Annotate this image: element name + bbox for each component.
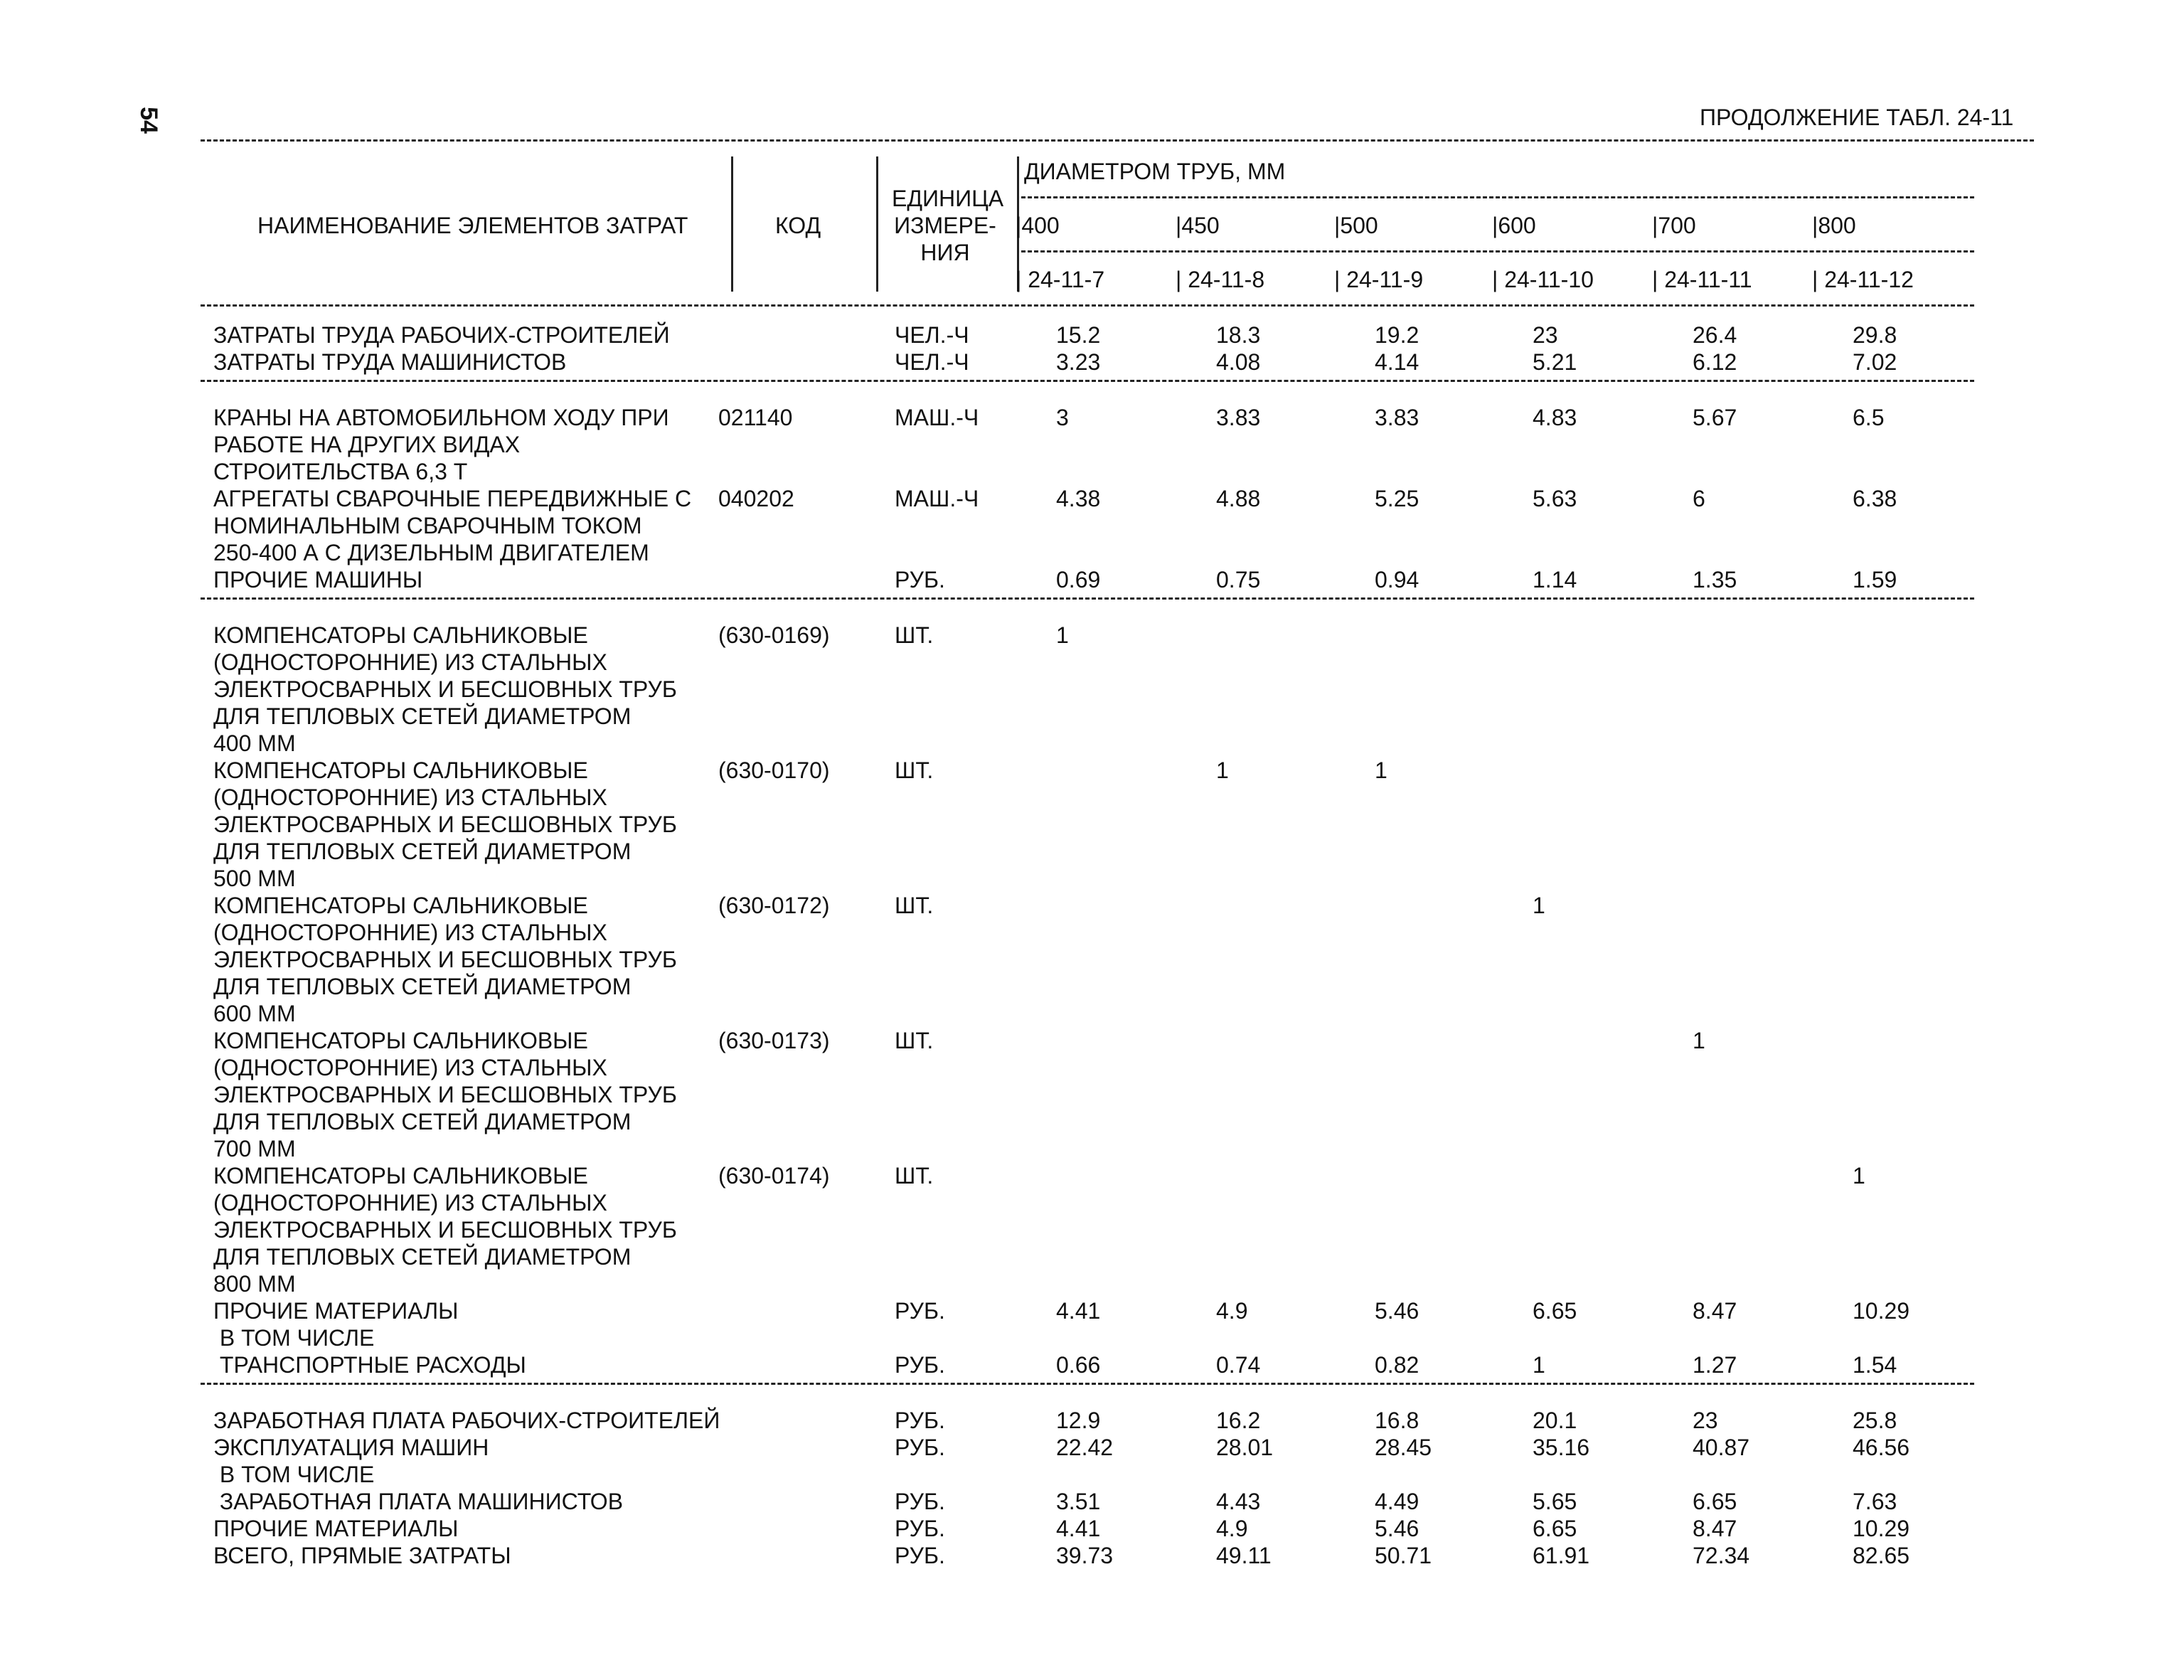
cost-item-name: (ОДНОСТОРОННИЕ) ИЗ СТАЛЬНЫХ <box>213 785 607 810</box>
header-diameter-600: |600 <box>1492 213 1536 238</box>
cost-value-24-11-9: 50.71 <box>1375 1543 1432 1568</box>
cost-value-24-11-10: 61.91 <box>1533 1543 1590 1568</box>
cost-item-name: (ОДНОСТОРОННИЕ) ИЗ СТАЛЬНЫХ <box>213 649 607 675</box>
header-unit-line-3: НИЯ <box>920 240 970 265</box>
cost-value-24-11-11: 8.47 <box>1693 1298 1737 1324</box>
cost-item-unit: РУБ. <box>895 1543 945 1568</box>
page-number: 54 <box>134 107 162 134</box>
cost-value-24-11-7: 0.69 <box>1056 567 1101 592</box>
cost-value-24-11-12: 7.02 <box>1853 349 1897 375</box>
cost-value-24-11-7: 4.41 <box>1056 1516 1101 1541</box>
cost-value-24-11-10: 1 <box>1533 893 1545 918</box>
cost-value-24-11-9: 5.46 <box>1375 1516 1419 1541</box>
cost-value-24-11-8: 4.9 <box>1216 1298 1248 1324</box>
cost-item-name: РАБОТЕ НА ДРУГИХ ВИДАХ <box>213 432 521 457</box>
cost-value-24-11-10: 4.83 <box>1533 405 1577 430</box>
cost-value-24-11-9: 3.83 <box>1375 405 1419 430</box>
cost-value-24-11-10: 23 <box>1533 322 1558 348</box>
cost-item-name: ЗАТРАТЫ ТРУДА МАШИНИСТОВ <box>213 349 567 375</box>
cost-value-24-11-12: 82.65 <box>1853 1543 1910 1568</box>
cost-item-name: (ОДНОСТОРОННИЕ) ИЗ СТАЛЬНЫХ <box>213 920 607 945</box>
cost-item-name: КОМПЕНСАТОРЫ САЛЬНИКОВЫЕ <box>213 893 588 918</box>
cost-value-24-11-11: 8.47 <box>1693 1516 1737 1541</box>
cost-item-name: ЗАТРАТЫ ТРУДА РАБОЧИХ-СТРОИТЕЛЕЙ <box>213 322 670 348</box>
cost-item-name: ДЛЯ ТЕПЛОВЫХ СЕТЕЙ ДИАМЕТРОМ <box>213 839 632 864</box>
header-diameter-800: |800 <box>1812 213 1856 238</box>
cost-value-24-11-12: 7.63 <box>1853 1489 1897 1514</box>
cost-value-24-11-8: 1 <box>1216 757 1229 783</box>
cost-value-24-11-8: 0.74 <box>1216 1352 1261 1378</box>
cost-item-name: ДЛЯ ТЕПЛОВЫХ СЕТЕЙ ДИАМЕТРОМ <box>213 974 632 999</box>
cost-item-unit: ШТ. <box>895 893 934 918</box>
cost-item-unit: ШТ. <box>895 622 934 648</box>
cost-item-unit: ЧЕЛ.-Ч <box>895 349 969 375</box>
cost-item-name: 400 ММ <box>213 730 296 756</box>
cost-item-code: (630-0174) <box>718 1163 830 1189</box>
cost-value-24-11-10: 35.16 <box>1533 1435 1590 1460</box>
cost-value-24-11-9: 5.25 <box>1375 486 1419 511</box>
cost-value-24-11-12: 1.54 <box>1853 1352 1897 1378</box>
cost-value-24-11-7: 4.38 <box>1056 486 1101 511</box>
cost-value-24-11-12: 10.29 <box>1853 1298 1910 1324</box>
cost-item-name: КОМПЕНСАТОРЫ САЛЬНИКОВЫЕ <box>213 1028 588 1053</box>
cost-item-unit: РУБ. <box>895 1352 945 1378</box>
cost-value-24-11-7: 3.51 <box>1056 1489 1101 1514</box>
cost-item-name: ЭЛЕКТРОСВАРНЫХ И БЕСШОВНЫХ ТРУБ <box>213 812 677 837</box>
cost-value-24-11-7: 3 <box>1056 405 1069 430</box>
cost-item-name: 600 ММ <box>213 1001 296 1026</box>
cost-value-24-11-11: 6 <box>1693 486 1705 511</box>
cost-item-name: ЗАРАБОТНАЯ ПЛАТА МАШИНИСТОВ <box>213 1489 624 1514</box>
cost-value-24-11-11: 40.87 <box>1693 1435 1750 1460</box>
cost-value-24-11-11: 1.27 <box>1693 1352 1737 1378</box>
cost-item-name: ДЛЯ ТЕПЛОВЫХ СЕТЕЙ ДИАМЕТРОМ <box>213 1109 632 1134</box>
cost-item-code: (630-0173) <box>718 1028 830 1053</box>
header-unit-line-1: ЕДИНИЦА <box>892 186 1004 211</box>
cost-value-24-11-8: 18.3 <box>1216 322 1261 348</box>
header-norm-code-24-11-11: | 24-11-11 <box>1652 267 1752 292</box>
cost-item-name: В ТОМ ЧИСЛЕ <box>213 1462 375 1487</box>
section-rule <box>201 380 1974 382</box>
header-name: НАИМЕНОВАНИЕ ЭЛЕМЕНТОВ ЗАТРАТ <box>257 213 688 238</box>
cost-value-24-11-8: 49.11 <box>1216 1543 1272 1568</box>
header-unit-line-2: ИЗМЕРЕ- <box>894 213 996 238</box>
cost-item-unit: РУБ. <box>895 1516 945 1541</box>
section-rule <box>201 1383 1974 1385</box>
cost-value-24-11-8: 4.88 <box>1216 486 1261 511</box>
header-norm-code-24-11-9: | 24-11-9 <box>1334 267 1424 292</box>
cost-value-24-11-12: 1.59 <box>1853 567 1897 592</box>
header-norm-code-24-11-12: | 24-11-12 <box>1812 267 1914 292</box>
cost-item-name: ЭЛЕКТРОСВАРНЫХ И БЕСШОВНЫХ ТРУБ <box>213 1217 677 1243</box>
header-diameter-700: |700 <box>1652 213 1696 238</box>
cost-value-24-11-8: 3.83 <box>1216 405 1261 430</box>
cost-value-24-11-12: 6.5 <box>1853 405 1885 430</box>
cost-value-24-11-8: 4.08 <box>1216 349 1261 375</box>
cost-item-name: (ОДНОСТОРОННИЕ) ИЗ СТАЛЬНЫХ <box>213 1055 607 1080</box>
cost-item-name: ДЛЯ ТЕПЛОВЫХ СЕТЕЙ ДИАМЕТРОМ <box>213 1244 632 1270</box>
cost-value-24-11-9: 16.8 <box>1375 1408 1419 1433</box>
cost-item-name: ЭЛЕКТРОСВАРНЫХ И БЕСШОВНЫХ ТРУБ <box>213 1082 677 1107</box>
cost-value-24-11-11: 6.65 <box>1693 1489 1737 1514</box>
cost-value-24-11-11: 26.4 <box>1693 322 1737 348</box>
cost-value-24-11-8: 28.01 <box>1216 1435 1274 1460</box>
cost-item-name: ЗАРАБОТНАЯ ПЛАТА РАБОЧИХ-СТРОИТЕЛЕЙ <box>213 1408 720 1433</box>
header-norm-code-24-11-10: | 24-11-10 <box>1492 267 1594 292</box>
cost-value-24-11-8: 4.43 <box>1216 1489 1261 1514</box>
cost-item-name: СТРОИТЕЛЬСТВА 6,3 Т <box>213 459 468 484</box>
header-diameter-400: |400 <box>1016 213 1060 238</box>
cost-item-unit: МАШ.-Ч <box>895 405 979 430</box>
cost-value-24-11-12: 10.29 <box>1853 1516 1910 1541</box>
cost-value-24-11-12: 29.8 <box>1853 322 1897 348</box>
cost-value-24-11-9: 1 <box>1375 757 1387 783</box>
cost-value-24-11-12: 1 <box>1853 1163 1865 1189</box>
cost-value-24-11-7: 12.9 <box>1056 1408 1101 1433</box>
cost-value-24-11-11: 1 <box>1693 1028 1705 1053</box>
cost-item-name: (ОДНОСТОРОННИЕ) ИЗ СТАЛЬНЫХ <box>213 1190 607 1216</box>
header-norm-code-24-11-7: | 24-11-7 <box>1016 267 1105 292</box>
cost-value-24-11-10: 5.63 <box>1533 486 1577 511</box>
cost-item-unit: ШТ. <box>895 1163 934 1189</box>
cost-item-name: ПРОЧИЕ МАТЕРИАЛЫ <box>213 1298 459 1324</box>
cost-value-24-11-12: 6.38 <box>1853 486 1897 511</box>
cost-value-24-11-9: 4.14 <box>1375 349 1419 375</box>
top-rule <box>201 139 2034 142</box>
cost-value-24-11-9: 4.49 <box>1375 1489 1419 1514</box>
header-diameter-450: |450 <box>1176 213 1220 238</box>
cost-item-name: КОМПЕНСАТОРЫ САЛЬНИКОВЫЕ <box>213 622 588 648</box>
cost-value-24-11-7: 3.23 <box>1056 349 1101 375</box>
cost-item-name: ЭЛЕКТРОСВАРНЫХ И БЕСШОВНЫХ ТРУБ <box>213 947 677 972</box>
header-code: КОД <box>775 213 821 238</box>
cost-item-unit: РУБ. <box>895 1435 945 1460</box>
cost-value-24-11-12: 25.8 <box>1853 1408 1897 1433</box>
cost-value-24-11-8: 16.2 <box>1216 1408 1261 1433</box>
cost-item-name: ДЛЯ ТЕПЛОВЫХ СЕТЕЙ ДИАМЕТРОМ <box>213 703 632 729</box>
cost-value-24-11-10: 6.65 <box>1533 1516 1577 1541</box>
cost-value-24-11-9: 0.82 <box>1375 1352 1419 1378</box>
cost-value-24-11-7: 0.66 <box>1056 1352 1101 1378</box>
cost-item-name: ПРОЧИЕ МАТЕРИАЛЫ <box>213 1516 459 1541</box>
cost-item-unit: РУБ. <box>895 1489 945 1514</box>
cost-value-24-11-11: 6.12 <box>1693 349 1737 375</box>
cost-value-24-11-8: 4.9 <box>1216 1516 1248 1541</box>
cost-item-name: ВСЕГО, ПРЯМЫЕ ЗАТРАТЫ <box>213 1543 511 1568</box>
cost-value-24-11-7: 4.41 <box>1056 1298 1101 1324</box>
cost-value-24-11-11: 23 <box>1693 1408 1718 1433</box>
cost-item-name: 700 ММ <box>213 1136 296 1161</box>
header-diameter-500: |500 <box>1334 213 1378 238</box>
cost-item-code: (630-0172) <box>718 893 830 918</box>
cost-item-name: 800 ММ <box>213 1271 296 1297</box>
cost-item-name: 250-400 А С ДИЗЕЛЬНЫМ ДВИГАТЕЛЕМ <box>213 540 649 565</box>
cost-item-name: КОМПЕНСАТОРЫ САЛЬНИКОВЫЕ <box>213 757 588 783</box>
cost-value-24-11-11: 72.34 <box>1693 1543 1750 1568</box>
header-norm-code-24-11-8: | 24-11-8 <box>1176 267 1265 292</box>
cost-item-name: ЭЛЕКТРОСВАРНЫХ И БЕСШОВНЫХ ТРУБ <box>213 676 677 702</box>
cost-item-name: В ТОМ ЧИСЛЕ <box>213 1325 375 1351</box>
header-bottom-rule <box>201 304 1974 307</box>
cost-value-24-11-9: 28.45 <box>1375 1435 1432 1460</box>
cost-item-name: ПРОЧИЕ МАШИНЫ <box>213 567 423 592</box>
cost-item-name: НОМИНАЛЬНЫМ СВАРОЧНЫМ ТОКОМ <box>213 513 642 538</box>
table-caption: ПРОДОЛЖЕНИЕ ТАБЛ. 24-11 <box>1700 105 2014 130</box>
cost-value-24-11-10: 1 <box>1533 1352 1545 1378</box>
cost-item-name: ТРАНСПОРТНЫЕ РАСХОДЫ <box>213 1352 526 1378</box>
cost-item-name: АГРЕГАТЫ СВАРОЧНЫЕ ПЕРЕДВИЖНЫЕ С <box>213 486 692 511</box>
cost-value-24-11-9: 5.46 <box>1375 1298 1419 1324</box>
cost-item-code: 040202 <box>718 486 794 511</box>
cost-value-24-11-11: 5.67 <box>1693 405 1737 430</box>
cost-item-name: ЭКСПЛУАТАЦИЯ МАШИН <box>213 1435 489 1460</box>
cost-value-24-11-12: 46.56 <box>1853 1435 1910 1460</box>
cost-item-unit: РУБ. <box>895 567 945 592</box>
cost-item-code: (630-0170) <box>718 757 830 783</box>
cost-item-unit: РУБ. <box>895 1408 945 1433</box>
cost-value-24-11-9: 0.94 <box>1375 567 1419 592</box>
cost-value-24-11-10: 5.21 <box>1533 349 1577 375</box>
cost-item-unit: МАШ.-Ч <box>895 486 979 511</box>
cost-value-24-11-10: 20.1 <box>1533 1408 1577 1433</box>
cost-item-unit: ШТ. <box>895 757 934 783</box>
header-diameter-title: ДИАМЕТРОМ ТРУБ, ММ <box>1024 159 1286 184</box>
cost-item-code: 021140 <box>718 405 793 430</box>
cost-item-unit: ЧЕЛ.-Ч <box>895 322 969 348</box>
cost-value-24-11-7: 22.42 <box>1056 1435 1114 1460</box>
cost-value-24-11-10: 5.65 <box>1533 1489 1577 1514</box>
cost-value-24-11-7: 15.2 <box>1056 322 1101 348</box>
cost-item-unit: РУБ. <box>895 1298 945 1324</box>
cost-item-name: 500 ММ <box>213 866 296 891</box>
cost-value-24-11-10: 6.65 <box>1533 1298 1577 1324</box>
cost-value-24-11-8: 0.75 <box>1216 567 1261 592</box>
cost-item-name: КРАНЫ НА АВТОМОБИЛЬНОМ ХОДУ ПРИ <box>213 405 669 430</box>
cost-item-code: (630-0169) <box>718 622 830 648</box>
cost-value-24-11-11: 1.35 <box>1693 567 1737 592</box>
cost-value-24-11-9: 19.2 <box>1375 322 1419 348</box>
cost-value-24-11-10: 1.14 <box>1533 567 1577 592</box>
cost-value-24-11-7: 1 <box>1056 622 1069 648</box>
cost-value-24-11-7: 39.73 <box>1056 1543 1114 1568</box>
cost-item-unit: ШТ. <box>895 1028 934 1053</box>
section-rule <box>201 597 1974 600</box>
cost-item-name: КОМПЕНСАТОРЫ САЛЬНИКОВЫЕ <box>213 1163 588 1189</box>
